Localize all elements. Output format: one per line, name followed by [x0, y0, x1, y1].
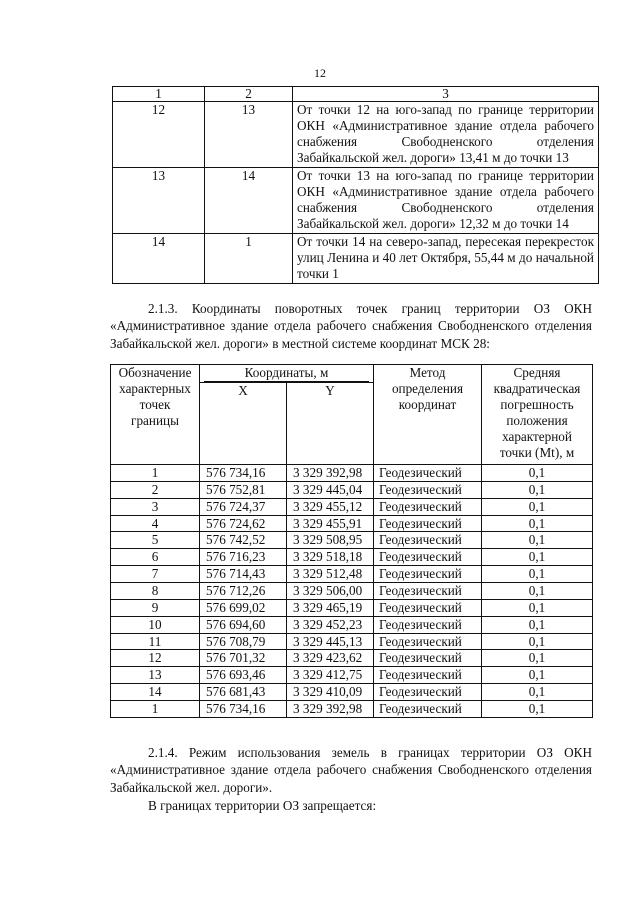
point-cell: 4 — [111, 515, 200, 532]
boundary-description-table — [112, 86, 599, 284]
error-cell: 0,1 — [482, 616, 593, 633]
x-coordinate-cell: 576 701,32 — [200, 650, 287, 667]
column-header: 1 — [113, 87, 205, 102]
y-coordinate-cell: 3 329 465,19 — [287, 599, 374, 616]
x-coordinate-cell: 576 712,26 — [200, 583, 287, 600]
method-cell: Геодезический — [374, 700, 482, 717]
table-header-row — [111, 365, 593, 383]
method-cell: Геодезический — [374, 498, 482, 515]
table-row — [113, 167, 599, 233]
error-cell: 0,1 — [482, 532, 593, 549]
table-row — [113, 101, 599, 167]
y-coordinate-cell: 3 329 512,48 — [287, 566, 374, 583]
method-cell: Геодезический — [374, 633, 482, 650]
x-coordinate-cell: 576 693,46 — [200, 667, 287, 684]
table-row — [111, 700, 593, 717]
error-cell: 0,1 — [482, 650, 593, 667]
coordinates-column-header — [200, 365, 374, 383]
x-coordinate-cell: 576 724,37 — [200, 498, 287, 515]
y-coordinate-cell: 3 329 508,95 — [287, 532, 374, 549]
method-cell: Геодезический — [374, 684, 482, 701]
table-header-row — [113, 87, 599, 102]
x-coordinate-cell: 576 742,52 — [200, 532, 287, 549]
x-coordinate-cell: 576 724,62 — [200, 515, 287, 532]
y-coordinate-cell: 3 329 452,23 — [287, 616, 374, 633]
table-row — [111, 583, 593, 600]
section-2-1-4-paragraph: 2.1.4. Режим использования земель в границах территории ОЗ ОКН «Административное здание отдела рабочего снабжения Свободненского отделения Забайкальской жел. дороги». — [110, 745, 592, 795]
error-cell: 0,1 — [482, 515, 593, 532]
y-coordinate-cell: 3 329 455,91 — [287, 515, 374, 532]
point-cell: 7 — [111, 566, 200, 583]
from-point-cell: 13 — [113, 167, 205, 233]
coordinates-header-label: Координаты, м — [204, 365, 369, 382]
x-coordinate-cell: 576 734,16 — [200, 465, 287, 482]
section-2-1-3-paragraph: 2.1.3. Координаты поворотных точек границ территории ОЗ ОКН «Административное здание отдела рабочего снабжения Свободненского отделения Забайкальской жел. дороги» в местной системе координат МСК 28: — [110, 301, 592, 351]
y-coordinate-cell: 3 329 423,62 — [287, 650, 374, 667]
point-cell: 11 — [111, 633, 200, 650]
point-cell: 10 — [111, 616, 200, 633]
table-row — [111, 498, 593, 515]
point-column-header: Обозначение характерных точек границы — [111, 365, 200, 465]
table-row — [111, 465, 593, 482]
description-cell: От точки 12 на юго-запад по границе территории ОКН «Административное здание отдела рабочего снабжения Свободненского отделения Забайкальской жел. дороги» 13,41 м до точки 13 — [293, 101, 599, 167]
point-cell: 1 — [111, 465, 200, 482]
error-cell: 0,1 — [482, 549, 593, 566]
point-cell: 3 — [111, 498, 200, 515]
x-coordinate-cell: 576 681,43 — [200, 684, 287, 701]
x-coordinate-cell: 576 699,02 — [200, 599, 287, 616]
y-column-header: Y — [287, 383, 374, 465]
method-cell: Геодезический — [374, 532, 482, 549]
point-cell: 9 — [111, 599, 200, 616]
table-row — [111, 549, 593, 566]
column-header: 2 — [205, 87, 293, 102]
y-coordinate-cell: 3 329 518,18 — [287, 549, 374, 566]
error-cell: 0,1 — [482, 566, 593, 583]
method-cell: Геодезический — [374, 650, 482, 667]
x-coordinate-cell: 576 694,60 — [200, 616, 287, 633]
table-row — [111, 684, 593, 701]
error-cell: 0,1 — [482, 465, 593, 482]
y-coordinate-cell: 3 329 412,75 — [287, 667, 374, 684]
table-row — [111, 633, 593, 650]
point-cell: 5 — [111, 532, 200, 549]
method-cell: Геодезический — [374, 515, 482, 532]
method-cell: Геодезический — [374, 583, 482, 600]
x-coordinate-cell: 576 734,16 — [200, 700, 287, 717]
table-row — [111, 650, 593, 667]
point-cell: 13 — [111, 667, 200, 684]
y-coordinate-cell: 3 329 445,13 — [287, 633, 374, 650]
description-cell: От точки 14 на северо-запад, пересекая перекресток улиц Ленина и 40 лет Октября, 55,44 м до начальной точки 1 — [293, 233, 599, 283]
error-cell: 0,1 — [482, 599, 593, 616]
method-cell: Геодезический — [374, 465, 482, 482]
point-cell: 12 — [111, 650, 200, 667]
error-cell: 0,1 — [482, 633, 593, 650]
method-column-header: Метод определения координат — [374, 365, 482, 465]
x-coordinate-cell: 576 708,79 — [200, 633, 287, 650]
table-row — [111, 515, 593, 532]
method-cell: Геодезический — [374, 549, 482, 566]
table-row — [113, 233, 599, 283]
from-point-cell: 14 — [113, 233, 205, 283]
error-cell: 0,1 — [482, 481, 593, 498]
prohibitions-intro: В границах территории ОЗ запрещается: — [148, 798, 377, 813]
y-coordinate-cell: 3 329 455,12 — [287, 498, 374, 515]
y-coordinate-cell: 3 329 392,98 — [287, 465, 374, 482]
table-row — [111, 566, 593, 583]
error-column-header: Средняя квадратическая погрешность положения характерной точки (Mt), м — [482, 365, 593, 465]
from-point-cell: 12 — [113, 101, 205, 167]
column-header: 3 — [293, 87, 599, 102]
to-point-cell: 13 — [205, 101, 293, 167]
y-coordinate-cell: 3 329 392,98 — [287, 700, 374, 717]
to-point-cell: 1 — [205, 233, 293, 283]
point-cell: 14 — [111, 684, 200, 701]
error-cell: 0,1 — [482, 583, 593, 600]
point-cell: 6 — [111, 549, 200, 566]
point-cell: 2 — [111, 481, 200, 498]
x-coordinate-cell: 576 716,23 — [200, 549, 287, 566]
description-cell: От точки 13 на юго-запад по границе территории ОКН «Административное здание отдела рабочего снабжения Свободненского отделения Забайкальской жел. дороги» 12,32 м до точки 14 — [293, 167, 599, 233]
method-cell: Геодезический — [374, 566, 482, 583]
table-row — [111, 532, 593, 549]
point-cell: 1 — [111, 700, 200, 717]
method-cell: Геодезический — [374, 616, 482, 633]
x-coordinate-cell: 576 714,43 — [200, 566, 287, 583]
method-cell: Геодезический — [374, 481, 482, 498]
point-cell: 8 — [111, 583, 200, 600]
to-point-cell: 14 — [205, 167, 293, 233]
table-row — [111, 667, 593, 684]
error-cell: 0,1 — [482, 700, 593, 717]
table-row — [111, 616, 593, 633]
x-coordinate-cell: 576 752,81 — [200, 481, 287, 498]
y-coordinate-cell: 3 329 410,09 — [287, 684, 374, 701]
error-cell: 0,1 — [482, 667, 593, 684]
x-column-header: X — [200, 383, 287, 465]
y-coordinate-cell: 3 329 445,04 — [287, 481, 374, 498]
method-cell: Геодезический — [374, 599, 482, 616]
y-coordinate-cell: 3 329 506,00 — [287, 583, 374, 600]
error-cell: 0,1 — [482, 684, 593, 701]
method-cell: Геодезический — [374, 667, 482, 684]
error-cell: 0,1 — [482, 498, 593, 515]
page-number: 12 — [314, 66, 326, 80]
table-row — [111, 481, 593, 498]
coordinates-table — [110, 364, 593, 718]
table-row — [111, 599, 593, 616]
